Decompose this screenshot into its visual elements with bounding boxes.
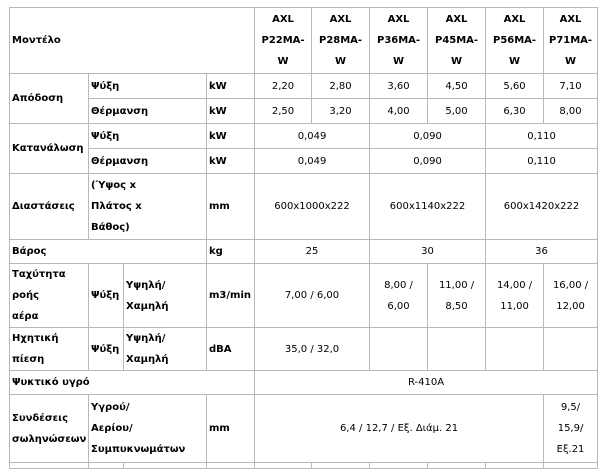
empty-cell xyxy=(544,328,598,371)
empty-cell xyxy=(255,463,312,469)
value-cell: 7,00 / 6,00 xyxy=(255,264,370,328)
capacity-heating-row xyxy=(10,99,598,124)
value-cell: 25 xyxy=(255,240,370,264)
value-cell: 600x1000x222 xyxy=(255,174,370,240)
value-cell: 16,00 / 12,00 xyxy=(544,264,598,328)
mode-label: Ψύξη xyxy=(89,328,124,371)
refrigerant-row xyxy=(10,371,598,395)
piping-label: Συνδέσεις σωληνώσεων xyxy=(10,395,89,463)
value-cell: 5,00 xyxy=(428,99,486,124)
capacity-label: Απόδοση xyxy=(10,74,89,124)
value-cell: 30 xyxy=(370,240,486,264)
empty-cell xyxy=(370,328,428,371)
speed-label: Υψηλή/Χαμηλή xyxy=(124,328,207,371)
value-cell: 6,30 xyxy=(486,99,544,124)
empty-cell xyxy=(207,463,255,469)
mode-label: Ψύξη xyxy=(89,124,207,149)
capacity-cooling-row xyxy=(10,74,598,99)
empty-cell xyxy=(428,463,486,469)
model-row xyxy=(10,8,598,74)
value-cell: 8,00 xyxy=(544,99,598,124)
dimensions-row xyxy=(10,174,598,240)
spec-table xyxy=(9,7,598,469)
value-cell: 4,50 xyxy=(428,74,486,99)
value-cell: 3,20 xyxy=(312,99,370,124)
airflow-row xyxy=(10,264,598,328)
value-cell: 14,00 / 11,00 xyxy=(486,264,544,328)
empty-cell xyxy=(89,463,124,469)
model-header: AXL P36MA-W xyxy=(370,8,428,74)
noise-label: Ηχητική πίεση xyxy=(10,328,89,371)
value-cell: 2,80 xyxy=(312,74,370,99)
empty-cell xyxy=(486,328,544,371)
value-cell: 5,60 xyxy=(486,74,544,99)
value-cell: 11,00 / 8,50 xyxy=(428,264,486,328)
value-cell: 4,00 xyxy=(370,99,428,124)
value-cell: 0,049 xyxy=(255,124,370,149)
value-cell: R-410A xyxy=(255,371,598,395)
value-cell: 600x1140x222 xyxy=(370,174,486,240)
piping-sub-label: Υγρού/ Αερίου/ Συμπυκνωμάτων xyxy=(89,395,207,463)
value-cell: 0,090 xyxy=(370,124,486,149)
value-cell: 36 xyxy=(486,240,598,264)
empty-cell xyxy=(428,328,486,371)
dimensions-label: Διαστάσεις xyxy=(10,174,89,240)
empty-cell xyxy=(10,463,89,469)
empty-cell xyxy=(544,463,598,469)
spacer-row xyxy=(10,463,598,469)
consumption-label: Κατανάλωση xyxy=(10,124,89,174)
unit-label: mm xyxy=(207,395,255,463)
mode-label: Ψύξη xyxy=(89,264,124,328)
speed-label: Υψηλή/Χαμηλή xyxy=(124,264,207,328)
value-cell: 0,090 xyxy=(370,149,486,174)
mode-label: Ψύξη xyxy=(89,74,207,99)
noise-row xyxy=(10,328,598,371)
value-cell: 0,110 xyxy=(486,124,598,149)
value-cell: 35,0 / 32,0 xyxy=(255,328,370,371)
consumption-heating-row xyxy=(10,149,598,174)
value-cell: 3,60 xyxy=(370,74,428,99)
unit-label: kW xyxy=(207,74,255,99)
value-cell: 600x1420x222 xyxy=(486,174,598,240)
value-cell: 0,049 xyxy=(255,149,370,174)
value-cell: 8,00 / 6,00 xyxy=(370,264,428,328)
weight-row xyxy=(10,240,598,264)
airflow-label: Ταχύτητα ροής αέρα xyxy=(10,264,89,328)
empty-cell xyxy=(370,463,428,469)
value-cell: 2,20 xyxy=(255,74,312,99)
mode-label: Θέρμανση xyxy=(89,99,207,124)
unit-label: m3/min xyxy=(207,264,255,328)
consumption-cooling-row xyxy=(10,124,598,149)
empty-cell xyxy=(486,463,544,469)
unit-label: kW xyxy=(207,99,255,124)
dimensions-sub-label: (Ύψος x Πλάτος x Βάθος) xyxy=(89,174,207,240)
value-cell: 0,110 xyxy=(486,149,598,174)
model-header: AXL P71MA- W xyxy=(544,8,598,74)
unit-label: kg xyxy=(207,240,255,264)
piping-row xyxy=(10,395,598,463)
value-cell: 7,10 xyxy=(544,74,598,99)
weight-label: Βάρος xyxy=(10,240,207,264)
model-header: AXL P56MA-W xyxy=(486,8,544,74)
model-header: AXL P28MA-W xyxy=(312,8,370,74)
value-cell: 6,4 / 12,7 / Εξ. Διάμ. 21 xyxy=(255,395,544,463)
model-header: AXL P45MA-W xyxy=(428,8,486,74)
empty-cell xyxy=(124,463,207,469)
unit-label: dBA xyxy=(207,328,255,371)
unit-label: mm xyxy=(207,174,255,240)
value-cell: 9,5/ 15,9/ Εξ.21 xyxy=(544,395,598,463)
mode-label: Θέρμανση xyxy=(89,149,207,174)
unit-label: kW xyxy=(207,149,255,174)
unit-label: kW xyxy=(207,124,255,149)
empty-cell xyxy=(312,463,370,469)
model-label: Μοντέλο xyxy=(10,8,255,74)
refrigerant-label: Ψυκτικό υγρό xyxy=(10,371,255,395)
value-cell: 2,50 xyxy=(255,99,312,124)
model-header: AXL P22MA-W xyxy=(255,8,312,74)
